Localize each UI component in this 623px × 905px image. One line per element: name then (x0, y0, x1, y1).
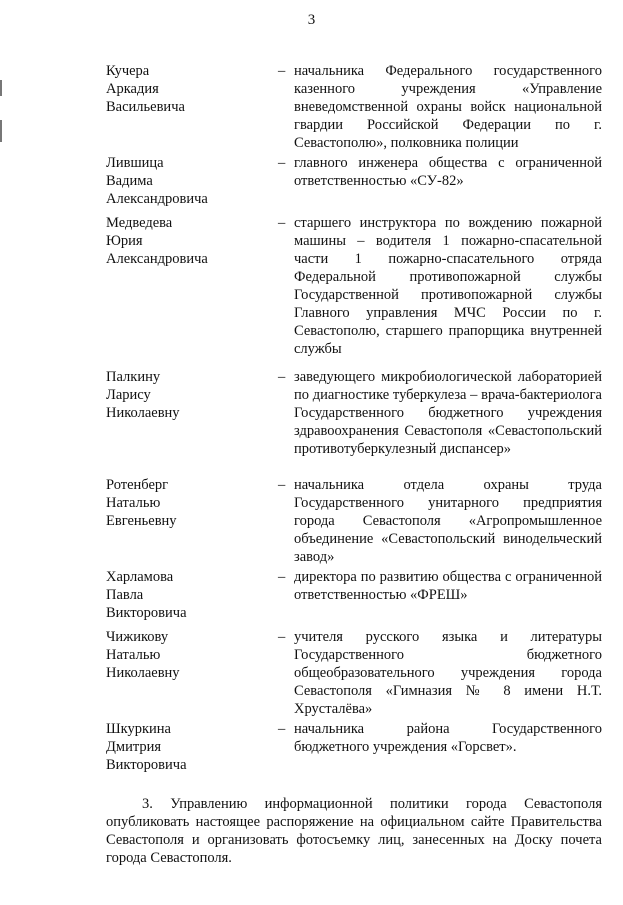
awardee-name (106, 628, 271, 682)
entry-dash: – (278, 215, 286, 231)
awardee-entry (0, 368, 623, 476)
awardee-description: начальника Федерального государственного казенного учреждения «Управление вневедомственной охраны войск национальной гвардии Российской Федерации по г. Севастополю», полковника полиции (294, 63, 602, 151)
name-line: Васильевича (106, 99, 185, 115)
awardee-description: директора по развитию общества с ограниченной ответственностью «ФРЕШ» (294, 569, 602, 603)
name-line: Александровича (106, 191, 208, 207)
entry-dash: – (278, 63, 286, 79)
name-line: Кучера (106, 63, 150, 79)
awardee-description: учителя русского языка и литературы Государственного бюджетного общеобразовательного учреждения города Севастополя «Гимназия № 8 имени Н.Т. Хрусталёва» (294, 629, 602, 717)
awardee-description: заведующего микробиологической лабораторией по диагностике туберкулеза – врача-бактериолога Государственного бюджетного учреждения здравоохранения Севастополя «Севастопольский противотуберкулезный диспансер» (294, 369, 602, 457)
resolution-paragraph: 3. Управлению информационной политики города Севастополя опубликовать настоящее распоряжение на официальном сайте Правительства Севастополя и организовать фотосъемку лиц, занесенных на Доску почета города Севастополя. (106, 796, 602, 866)
awardee-name (106, 62, 271, 116)
name-line: Викторовича (106, 605, 187, 621)
awardee-description: главного инженера общества с ограниченной ответственностью «СУ-82» (294, 155, 602, 189)
awardee-entry (0, 628, 623, 720)
name-line: Александровича (106, 251, 208, 267)
awardee-list (0, 62, 623, 780)
awardee-description: старшего инструктора по вождению пожарной машины – водителя 1 пожарно-спасательной части 1 пожарно-спасательного отряда Федеральной противопожарной службы Государственной противопожарной службы Главного управления МЧС России по г. Севастополю, старшего прапорщика внутренней службы (294, 215, 602, 357)
name-line: Аркадия (106, 81, 159, 97)
name-line: Наталью (106, 495, 161, 511)
entry-dash: – (278, 155, 286, 171)
entry-dash: – (278, 569, 286, 585)
page-number: 3 (307, 12, 316, 28)
awardee-entry (0, 214, 623, 368)
awardee-entry (0, 568, 623, 628)
name-line: Викторовича (106, 757, 187, 773)
name-line: Ротенберг (106, 477, 169, 493)
name-line: Медведева (106, 215, 173, 231)
entry-dash: – (278, 721, 286, 737)
awardee-entry (0, 476, 623, 568)
name-line: Вадима (106, 173, 153, 189)
awardee-name (106, 568, 271, 622)
name-line: Шкуркина (106, 721, 171, 737)
name-line: Чижикову (106, 629, 169, 645)
awardee-description: начальника отдела охраны труда Государственного унитарного предприятия города Севастополя «Агропромышленное объединение «Севастопольский винодельческий завод» (294, 477, 602, 565)
name-line: Дмитрия (106, 739, 162, 755)
awardee-entry (0, 720, 623, 780)
name-line: Наталью (106, 647, 161, 663)
awardee-name (106, 214, 271, 268)
awardee-name (106, 476, 271, 530)
entry-dash: – (278, 629, 286, 645)
name-line: Юрия (106, 233, 143, 249)
name-line: Ларису (106, 387, 151, 403)
awardee-description: начальника района Государственного бюджетного учреждения «Горсвет». (294, 721, 602, 755)
entry-dash: – (278, 477, 286, 493)
awardee-name (106, 368, 271, 422)
awardee-entry (0, 154, 623, 214)
name-line: Лившица (106, 155, 164, 171)
entry-dash: – (278, 369, 286, 385)
name-line: Евгеньевну (106, 513, 177, 529)
awardee-entry (0, 62, 623, 154)
name-line: Харламова (106, 569, 174, 585)
awardee-name (106, 154, 271, 208)
name-line: Николаевну (106, 405, 180, 421)
awardee-name (106, 720, 271, 774)
name-line: Палкину (106, 369, 161, 385)
name-line: Павла (106, 587, 144, 603)
name-line: Николаевну (106, 665, 180, 681)
